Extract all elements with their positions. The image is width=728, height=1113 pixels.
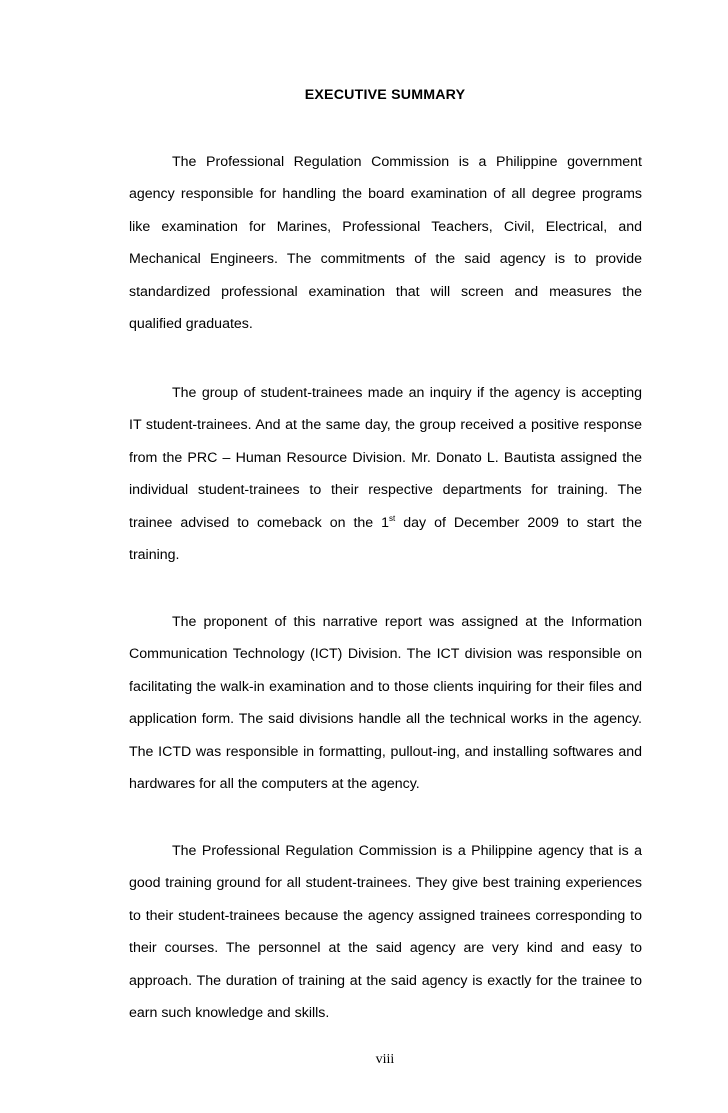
paragraph-assignment: The proponent of this narrative report was assigned at the Information Communication Technology (ICT) Division. The ICT division was responsible on facilitating the walk-in examination and to those clients inquiring for their files and application form. The said divisions handle all the technical works in the agency. The ICTD was responsible in formatting, pullout-ing, and installing softwares and hardwares for all the computers at the agency. [129,614,642,793]
paragraph-inquiry [129,377,642,571]
paragraph-evaluation: The Professional Regulation Commission is a Philippine agency that is a good training ground for all student-trainees. They give best training experiences to their student-trainees because the agency assigned trainees corresponding to their courses. The personnel at the said agency are very kind and easy to approach. The duration of training at the said agency is exactly for the trainee to earn such knowledge and skills. [129,843,642,1022]
paragraph-inquiry-tail: day of December 2009 to start the training. [129,514,642,564]
ordinal-superscript: st [389,513,396,523]
page-number: viii [375,1052,395,1067]
paragraph-intro: The Professional Regulation Commission is a Philippine government agency responsible for handling the board examination of all degree programs like examination for Marines, Professional Teachers, Civil, Electrical, and Mechanical Engineers. The commitments of the said agency is to provide standardized professional examination that will screen and measures the qualified graduates. [129,154,642,333]
paragraph-inquiry-text: The group of student-trainees made an inquiry if the agency is accepting IT student-trainees. And at the same day, the group received a positive response from the PRC – Human Resource Division. Mr. Donato L. Bautista assigned the individual student-trainees to their respective departments for training. The trainee advised to comeback on the 1 [129,385,642,531]
page-title: EXECUTIVE SUMMARY [304,87,466,103]
